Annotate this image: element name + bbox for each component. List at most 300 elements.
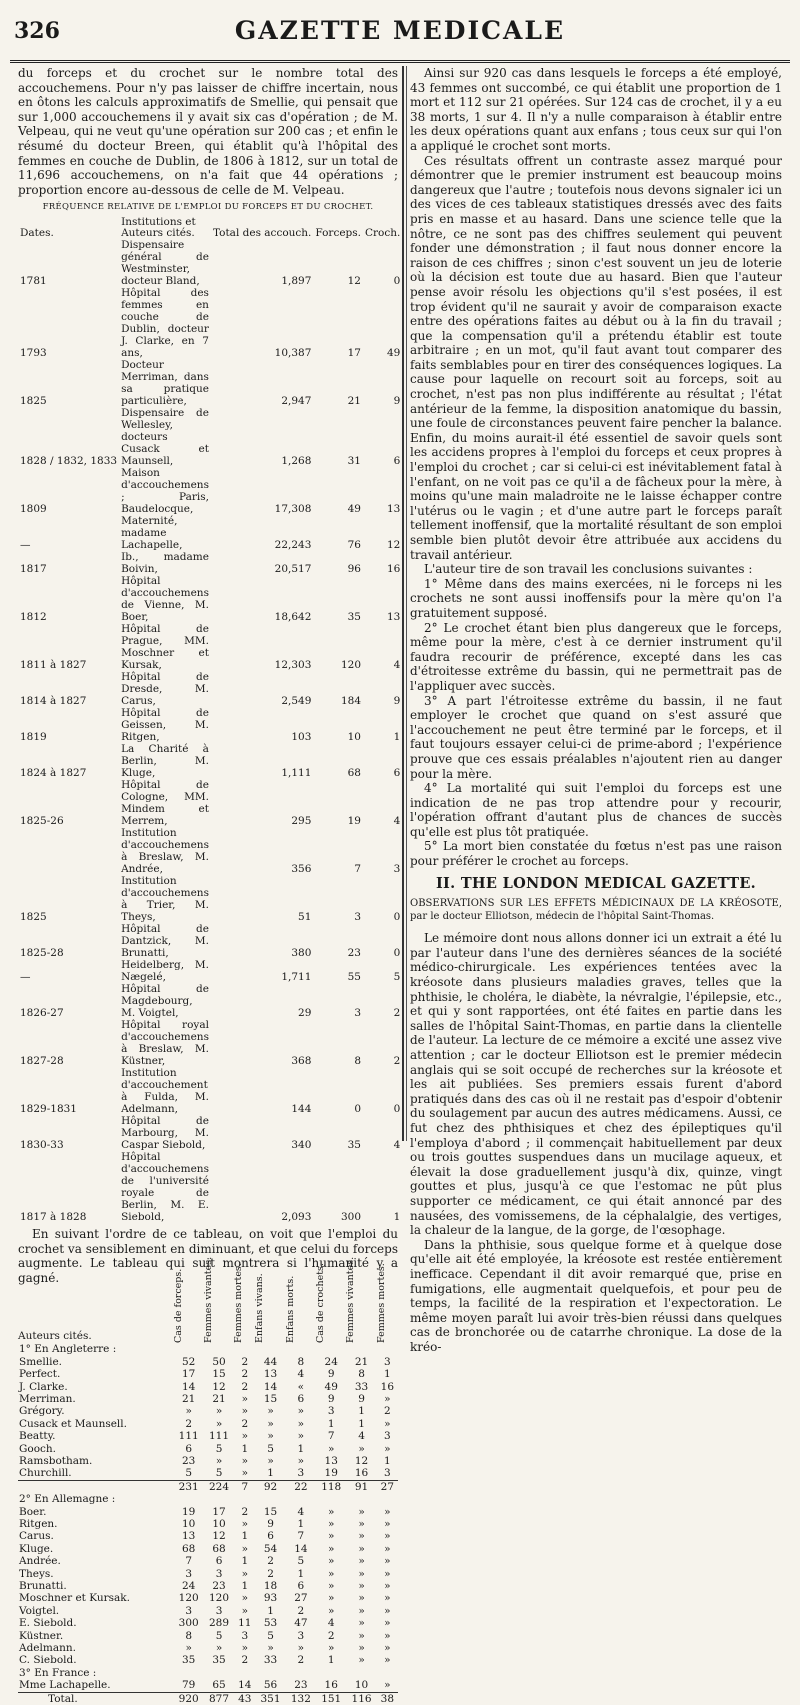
row-value: 380 <box>291 946 312 959</box>
table1-row <box>18 551 402 575</box>
row-date: 1825-26 <box>20 814 64 827</box>
row-value: 93 <box>263 1592 278 1605</box>
row-institution: Hôpital royal d'accouchemens à Breslaw, M. Küstner, <box>121 1018 209 1067</box>
row-value: 4 <box>297 1368 305 1381</box>
table1-row <box>18 779 402 827</box>
row-institution: Hôpital de Dresde, M. Carus, <box>121 670 209 707</box>
row-value: » <box>384 1679 391 1692</box>
subtotal-value: 91 <box>346 1480 376 1493</box>
row-value: 35 <box>212 1654 226 1667</box>
subtotal-value: 92 <box>255 1480 285 1493</box>
table2-row <box>18 1393 398 1405</box>
row-value: 1,897 <box>281 274 312 287</box>
page-header <box>14 12 786 52</box>
row-value: 3 <box>384 1467 391 1480</box>
row-value: » <box>358 1654 365 1667</box>
table2-section-row <box>18 1493 398 1505</box>
row-value: 4 <box>327 1617 335 1630</box>
row-institution: Hôpital de Cologne, MM. Mindem et Merrem, <box>121 778 209 827</box>
table2-section-title: 2° En Allemagne : <box>19 1493 116 1506</box>
row-value: » <box>241 1454 248 1467</box>
table2-row <box>18 1455 398 1467</box>
table2-row <box>18 1543 398 1555</box>
row-value: » <box>241 1567 248 1580</box>
row-value: 4 <box>393 814 401 827</box>
row-value: 0 <box>393 946 401 959</box>
row-author: Merriman. <box>19 1392 76 1405</box>
table2-section-row <box>18 1343 398 1355</box>
row-value: 35 <box>347 1138 361 1151</box>
row-value: 19 <box>324 1467 338 1480</box>
intro-paragraph: du forceps et du crochet sur le nombre total des accouchemens. Pour n'y pas laisser de chiffre incertain, nous en ôtons les calculs approximatifs de Smellie, qui pensait que sur 1,000 accouchemens il y avait six cas d'opération ; de M. Velpeau, qui ne veut qu'une opération sur 200 cas ; et enfin le résumé du docteur Breen, qui établit qu'à l'hôpital des femmes en couche de Dublin, de 1806 à 1812, sur un total de 11,696 accouchemens, on n'a fait que 44 opérations ; proportion encore au-dessous de celle de M. Velpeau. <box>18 66 398 197</box>
table2-header-label: Enfans morts. <box>284 1276 296 1344</box>
row-value: 7 <box>327 1430 335 1443</box>
row-institution: Institution d'accouchement à Fulda, M. Adelmann, <box>121 1066 209 1115</box>
total-value: 151 <box>316 1692 346 1705</box>
row-date: 1793 <box>20 346 47 359</box>
row-author: Cusack et Maunsell. <box>19 1417 127 1430</box>
row-value: 144 <box>291 1102 312 1115</box>
right-column <box>410 66 782 1354</box>
row-value: » <box>328 1518 335 1530</box>
row-value: 54 <box>263 1542 278 1555</box>
row-value: » <box>241 1392 248 1405</box>
row-value: 3 <box>215 1604 223 1617</box>
total-value: 38 <box>377 1692 398 1705</box>
row-value: 2,093 <box>281 1210 312 1223</box>
row-value: 27 <box>294 1592 308 1605</box>
journal-title: GAZETTE MEDICALE <box>234 16 566 45</box>
row-value: 19 <box>347 814 361 827</box>
table2-row <box>18 1430 398 1442</box>
row-value: 5 <box>297 1555 305 1568</box>
row-value: » <box>215 1454 223 1467</box>
row-institution: Hôpital de Marbourg, M. Caspar Siebold, <box>121 1114 209 1151</box>
table2-row <box>18 1555 398 1567</box>
row-value: 44 <box>263 1355 278 1368</box>
row-value: » <box>358 1518 365 1530</box>
row-value: 2 <box>241 1355 249 1368</box>
row-date: 1825 <box>20 394 47 407</box>
row-value: 3 <box>393 862 401 875</box>
row-value: 3 <box>297 1629 305 1642</box>
row-date: 1828 / 1832, 1833 <box>20 454 118 467</box>
row-value: 9 <box>327 1392 335 1405</box>
table1-row <box>18 1115 402 1151</box>
right-paragraph: 1° Même dans des mains exercées, ni le forceps ni les crochets ne sont aussi inoffensifs pour la mère qu'on l'a gratuitement supposé. <box>410 576 782 620</box>
total-value: 351 <box>255 1692 285 1705</box>
row-value: 12 <box>354 1454 369 1467</box>
row-value: » <box>358 1642 365 1655</box>
row-value: » <box>241 1604 248 1617</box>
row-date: — <box>20 538 31 551</box>
row-date: 1830-33 <box>20 1138 64 1151</box>
row-value: 111 <box>209 1430 230 1443</box>
row-author: Boer. <box>19 1505 47 1518</box>
table1-row <box>18 1019 402 1067</box>
row-value: » <box>358 1442 365 1455</box>
row-value: 120 <box>340 658 361 671</box>
row-value: 53 <box>263 1617 278 1630</box>
row-value: 3 <box>354 1006 361 1019</box>
table1-row <box>18 407 402 467</box>
right-paragraph: 5° La mort bien constatée du fœtus n'est pas une raison pour préférer le crochet au forceps. <box>410 839 782 869</box>
row-value: » <box>384 1530 391 1543</box>
row-date: 1824 à 1827 <box>20 766 87 779</box>
row-value: 11 <box>238 1617 252 1630</box>
left-column <box>18 66 401 1705</box>
row-value: » <box>328 1442 335 1455</box>
table2-row <box>18 1605 398 1617</box>
row-author: Brunatti. <box>19 1580 67 1593</box>
table1-row <box>18 239 402 287</box>
row-value: 13 <box>263 1368 278 1381</box>
row-value: 1 <box>393 730 401 743</box>
row-value: » <box>358 1629 365 1642</box>
outcomes-table <box>18 1257 398 1705</box>
row-value: 2 <box>241 1417 249 1430</box>
row-value: 52 <box>182 1355 196 1368</box>
row-value: 65 <box>212 1679 226 1692</box>
row-value: » <box>384 1417 391 1430</box>
row-value: 3 <box>384 1355 391 1368</box>
row-value: 16 <box>386 562 401 575</box>
row-author: Ritgen. <box>19 1518 58 1530</box>
row-value: 2 <box>393 1006 401 1019</box>
observations-caption: OBSERVATIONS SUR LES EFFETS MÉDICINAUX DE LA KRÉOSOTE, par le docteur Elliotson, médecin de l'hôpital Saint-Thomas. <box>410 898 782 923</box>
row-value: 1,111 <box>281 766 312 779</box>
table2-row <box>18 1630 398 1642</box>
frequency-table <box>18 217 402 1223</box>
row-value: » <box>267 1430 274 1443</box>
right-paragraph: 3° A part l'étroitesse extrême du bassin, il ne faut employer le crochet que quand on s'est assuré que l'accouchement ne peut être terminé par le forceps, et il faut toujours essayer celui-ci de prime-abord ; l'expérience prouve que ces essais préalables n'ajoutent rien au danger pour la mère. <box>410 693 782 781</box>
row-value: 10 <box>212 1518 226 1530</box>
row-value: » <box>358 1505 365 1518</box>
row-value: » <box>358 1604 365 1617</box>
row-value: » <box>358 1555 365 1568</box>
total-label: Total. <box>18 1692 174 1705</box>
row-author: Voigtel. <box>19 1604 60 1617</box>
row-value: 7 <box>354 862 361 875</box>
row-institution: La Charité à Berlin, M. Kluge, <box>121 742 209 779</box>
right-paragraph: Ainsi sur 920 cas dans lesquels le forceps a été employé, 43 femmes ont succombé, ce qui établit une proportion de 1 mort et 112 sur 21 opérées. Sur 124 cas de crochet, il y a eu 38 morts, 1 sur 4. Il n'y a nulle comparaison à établir entre les deux opérations quant aux enfans ; tous ceux sur qui l'on a appliqué le crochet sont morts. <box>410 66 782 153</box>
row-value: 31 <box>347 454 361 467</box>
row-value: 50 <box>212 1355 226 1368</box>
row-value: 14 <box>263 1380 278 1393</box>
row-value: » <box>384 1442 391 1455</box>
table2-header-label: Cas de crochets. <box>315 1263 327 1344</box>
row-institution: Hôpital de Magdebourg, M. Voigtel, <box>121 982 209 1019</box>
row-value: 111 <box>178 1430 199 1443</box>
row-value: 300 <box>178 1617 199 1630</box>
table2-header-cell <box>315 1263 346 1344</box>
row-value: 6 <box>297 1392 305 1405</box>
row-value: » <box>241 1405 248 1418</box>
row-value: 340 <box>291 1138 312 1151</box>
row-institution: Institution d'accouchemens à Breslaw, M. Andrée, <box>121 826 209 875</box>
table1-row <box>18 467 402 515</box>
row-value: 3 <box>384 1430 391 1443</box>
row-value: 8 <box>185 1629 193 1642</box>
row-value: 35 <box>347 610 361 623</box>
row-value: 6 <box>297 1580 305 1593</box>
row-value: 1 <box>267 1467 274 1480</box>
right-paragraph: Ces résultats offrent un contraste assez marqué pour démontrer que le premier instrument est beaucoup moins dangereux que l'autre ; toutefois nous devons signaler ici un des vices de ces tableaux statistiques dressés avec des faits pris en masse et au hasard. Dans une science telle que la nôtre, ce ne sont pas des chiffres seulement qui peuvent fonder une démonstration ; il faut nous donner encore la raison de ces chiffres ; sinon c'est souvent un jeu de loterie où la décision est toute due au hasard. Bien que l'auteur pense avoir résolu les objections qu'il s'est posées, il est trop évident qu'il ne saurait y avoir de comparaison exacte entre des opérations faites au début ou à la fin du travail ; que la compensation qu'il a prétendu établir est toute arbitraire ; en un mot, qu'il faut avant tout comparer des faits semblables pour en tirer des conséquences logiques. La cause pour laquelle on recourt soit au forceps, soit au crochet, n'est pas non plus indifférente au résultat ; l'état antérieur de la femme, la disposition anatomique du bassin, une foule de circonstances peuvent faire pencher la balance. Enfin, du moins aurait-il été essentiel de savoir quels sont les accidens propres à l'emploi du forceps et ceux propres à l'emploi du crochet ; car si celui-ci est inévitablement fatal à l'enfant, on ne voit pas ce qu'il a de fâcheux pour la mère, à moins qu'une main maladroite ne le laisse échapper contre l'utérus ou le vagin ; et d'une autre part le forceps paraît tellement inoffensif, que la mortalité résultant de son emploi semble bien plutôt devoir être attribuée aux accidens du travail antérieur. <box>410 153 782 562</box>
table1-row <box>18 983 402 1019</box>
row-value: » <box>215 1417 223 1430</box>
row-institution: Ib., madame Boivin, <box>121 550 209 575</box>
row-institution: Hôpital de Prague, MM. Moschner et Kursak, <box>121 622 209 671</box>
row-value: 2 <box>384 1405 391 1418</box>
total-value: 43 <box>234 1692 255 1705</box>
row-value: 1 <box>241 1530 249 1543</box>
row-value: 2 <box>267 1555 274 1568</box>
row-value: 20,517 <box>274 562 312 575</box>
row-value: 51 <box>298 910 312 923</box>
table1-row <box>18 875 402 923</box>
row-value: 23 <box>347 946 361 959</box>
row-institution: Hôpital des femmes en couche de Dublin, docteur J. Clarke, en 7 ans, <box>121 286 209 359</box>
row-value: » <box>297 1405 305 1418</box>
row-value: 2 <box>267 1567 274 1580</box>
table1-row <box>18 359 402 407</box>
kreosote-paragraph: Le mémoire dont nous allons donner ici un extrait a été lu par l'auteur dans l'une des dernières séances de la société médico-chirurgicale. Les expériences tentées avec la kréosote dans plusieurs maladies graves, telles que la phthisie, le choléra, le diabète, la névralgie, l'épilepsie, etc., et qui y sont rapportées, ont été faites en partie dans les salles de l'hôpital Saint-Thomas, en partie dans la clientelle de l'auteur. La lecture de ce mémoire a excité une assez vive attention ; car le docteur Elliotson est le premier médecin anglais qui se soit occupé de recherches sur la kréosote et les ait publiées. Ses premiers essais furent d'abord pratiqués dans des cas où il ne restait pas d'espoir d'obtenir du soulagement par aucun des autres médicamens. Aussi, ce fut chez des phthisiques et chez des épileptiques qu'il l'employa d'abord ; il commençait habituellement par deux ou trois gouttes suspendues dans un mucilage aqueux, et élevait la dose graduellement jusqu'à dix, quinze, vingt gouttes et plus, jusqu'à ce que l'estomac ne pût plus supporter ce médicament, ce qui était annoncé par des nausées, des vomissemens, de la céphalalgie, des vertiges, la chaleur de la langue, de la gorge, de l'œsophage. <box>410 931 782 1238</box>
row-value: 3 <box>215 1567 223 1580</box>
row-value: 17 <box>347 346 361 359</box>
table2-row <box>18 1654 398 1666</box>
row-value: 184 <box>340 694 361 707</box>
row-author: Beatty. <box>19 1430 56 1443</box>
row-value: 3 <box>185 1567 193 1580</box>
row-value: 6 <box>393 766 401 779</box>
row-date: 1829-1831 <box>20 1102 77 1115</box>
row-value: 16 <box>380 1380 395 1393</box>
table1-row <box>18 743 402 779</box>
table1-header-cell: Dates. <box>20 226 54 239</box>
row-author: Grégory. <box>19 1405 65 1418</box>
row-value: » <box>328 1555 335 1568</box>
row-value: 8 <box>358 1368 365 1381</box>
row-value: » <box>328 1542 335 1555</box>
row-value: 1 <box>358 1405 365 1418</box>
row-value: » <box>267 1642 274 1655</box>
row-value: 5 <box>215 1467 223 1480</box>
row-value: » <box>384 1654 391 1667</box>
row-value: 18,642 <box>274 610 312 623</box>
row-value: » <box>384 1592 391 1605</box>
row-value: » <box>384 1392 391 1405</box>
row-value: » <box>215 1405 223 1418</box>
table1-row <box>18 623 402 671</box>
total-value: 132 <box>286 1692 316 1705</box>
row-date: 1817 à 1828 <box>20 1210 87 1223</box>
table2-row <box>18 1580 398 1592</box>
row-value: 49 <box>347 502 361 515</box>
row-value: 9 <box>327 1368 335 1381</box>
row-value: » <box>384 1629 391 1642</box>
row-value: 1 <box>384 1368 391 1381</box>
row-institution: Maison d'accouchemens ; Paris, Baudelocque, <box>121 466 209 515</box>
total-value: 920 <box>174 1692 204 1705</box>
row-date: 1825 <box>20 910 47 923</box>
row-value: 1 <box>327 1417 335 1430</box>
row-value: 15 <box>263 1392 278 1405</box>
table1-caption: FRÉQUENCE RELATIVE DE L'EMPLOI DU FORCEPS ET DU CROCHET. <box>42 202 374 213</box>
row-value: 29 <box>298 1006 312 1019</box>
row-value: » <box>297 1642 305 1655</box>
row-value: » <box>297 1417 305 1430</box>
row-value: 2 <box>393 1054 401 1067</box>
row-value: 23 <box>182 1454 196 1467</box>
subtotal-value: 7 <box>234 1480 255 1493</box>
row-value: 15 <box>212 1368 226 1381</box>
row-value: 4 <box>393 658 401 671</box>
row-value: 368 <box>291 1054 312 1067</box>
row-value: 3 <box>241 1629 249 1642</box>
row-value: 56 <box>263 1679 278 1692</box>
row-value: 0 <box>354 1102 361 1115</box>
total-value: 116 <box>346 1692 376 1705</box>
row-value: » <box>328 1530 335 1543</box>
row-value: 19 <box>182 1505 196 1518</box>
row-value: 5 <box>267 1442 274 1455</box>
table2-header-label: Femmes vivantes. <box>202 1257 214 1344</box>
table2-row <box>18 1617 398 1629</box>
table2-total-row <box>18 1692 398 1705</box>
table2-header-cell <box>375 1263 398 1344</box>
subtotal-value: 231 <box>174 1480 204 1493</box>
row-value: 12 <box>212 1530 226 1543</box>
row-value: 49 <box>324 1380 338 1393</box>
row-institution: Hôpital d'accouchemens de Vienne, M. Boer, <box>121 574 209 623</box>
row-date <box>18 827 119 875</box>
row-value: 14 <box>294 1542 308 1555</box>
row-author: Moschner et Kursak. <box>19 1592 130 1605</box>
table1-row <box>18 707 402 743</box>
table2-row <box>18 1506 398 1518</box>
row-date: 1817 <box>20 562 47 575</box>
row-value: » <box>241 1467 248 1480</box>
row-value: 1,268 <box>281 454 312 467</box>
row-value: 2 <box>297 1654 305 1667</box>
row-value: 5 <box>215 1629 223 1642</box>
table1-row <box>18 1067 402 1115</box>
row-value: 96 <box>347 562 361 575</box>
row-value: 10 <box>347 730 361 743</box>
row-value: 295 <box>291 814 312 827</box>
row-value: 1 <box>358 1417 365 1430</box>
row-date: 1825-28 <box>20 946 64 959</box>
row-value: 55 <box>347 970 361 983</box>
row-value: 1 <box>241 1555 249 1568</box>
row-value: 21 <box>347 394 361 407</box>
row-value: 1 <box>241 1442 249 1455</box>
row-value: 5 <box>215 1442 223 1455</box>
table2-header-cell <box>284 1276 316 1344</box>
row-value: 21 <box>182 1392 196 1405</box>
table2-row <box>18 1592 398 1604</box>
row-value: 12 <box>347 274 361 287</box>
row-author: Theys. <box>19 1567 54 1580</box>
row-value: » <box>384 1642 391 1655</box>
row-value: » <box>384 1518 391 1530</box>
row-institution: Maternité, madame Lachapelle, <box>121 514 183 551</box>
table1-row <box>18 287 402 359</box>
row-value: 0 <box>393 274 401 287</box>
table1-row <box>18 671 402 707</box>
row-value: 4 <box>358 1430 365 1443</box>
table2-row <box>18 1368 398 1380</box>
row-value: 8 <box>354 1054 361 1067</box>
row-value: 9 <box>358 1392 365 1405</box>
row-value: 49 <box>386 346 401 359</box>
column-divider-thin <box>406 66 407 1141</box>
table2-header-row <box>18 1285 398 1343</box>
row-value: 13 <box>182 1530 196 1543</box>
row-value: 35 <box>182 1654 196 1667</box>
row-author: C. Siebold. <box>19 1654 77 1667</box>
row-date: 1781 <box>20 274 47 287</box>
row-date: 1814 à 1827 <box>20 694 87 707</box>
table2-row <box>18 1642 398 1654</box>
row-value: » <box>384 1617 391 1630</box>
row-value: 33 <box>354 1380 369 1393</box>
row-value: 16 <box>354 1467 369 1480</box>
page-number: 326 <box>14 18 60 44</box>
row-value: 13 <box>386 502 401 515</box>
row-value: » <box>241 1542 248 1555</box>
row-value: » <box>384 1555 391 1568</box>
row-value: 5 <box>267 1629 274 1642</box>
table1-row <box>18 515 402 551</box>
row-value: 1 <box>327 1654 335 1667</box>
row-value: » <box>185 1405 192 1418</box>
row-value: 10 <box>182 1518 196 1530</box>
row-value: » <box>384 1542 391 1555</box>
row-author: Churchill. <box>19 1467 72 1480</box>
table2-header-cell <box>202 1257 234 1344</box>
row-value: 68 <box>347 766 361 779</box>
row-value: » <box>267 1417 274 1430</box>
row-value: 3 <box>327 1405 335 1418</box>
row-author: Kluge. <box>19 1542 54 1555</box>
subtotal-value: 118 <box>316 1480 346 1493</box>
total-value: 877 <box>204 1692 234 1705</box>
row-value: 1 <box>297 1442 305 1455</box>
table-commentary: En suivant l'ordre de ce tableau, on voit que l'emploi du crochet va sensiblement en diminuant, et que celui du forceps augmente. Le tableau qui suit montrera si l'humanité y a gagné. <box>18 1226 398 1285</box>
row-value: 18 <box>263 1580 278 1593</box>
row-value: 24 <box>182 1580 196 1593</box>
table2-row <box>18 1568 398 1580</box>
row-value: » <box>328 1592 335 1605</box>
table2-row <box>18 1443 398 1455</box>
row-value: 79 <box>182 1679 196 1692</box>
table2-row <box>18 1405 398 1417</box>
right-paragraph: L'auteur tire de son travail les conclusions suivantes : <box>424 562 753 577</box>
row-value: » <box>384 1580 391 1593</box>
table2-section-title: 3° En France : <box>19 1666 97 1679</box>
row-value: 1 <box>384 1454 391 1467</box>
row-value: 9 <box>393 694 401 707</box>
row-author: Ramsbotham. <box>19 1454 93 1467</box>
subtotal-value <box>18 1480 174 1493</box>
row-author: J. Clarke. <box>19 1380 68 1393</box>
table2-header-cell <box>254 1273 285 1344</box>
row-value: 2 <box>185 1417 193 1430</box>
subtotal-value: 22 <box>286 1480 316 1493</box>
row-value: » <box>328 1604 335 1617</box>
row-value: 16 <box>324 1679 338 1692</box>
